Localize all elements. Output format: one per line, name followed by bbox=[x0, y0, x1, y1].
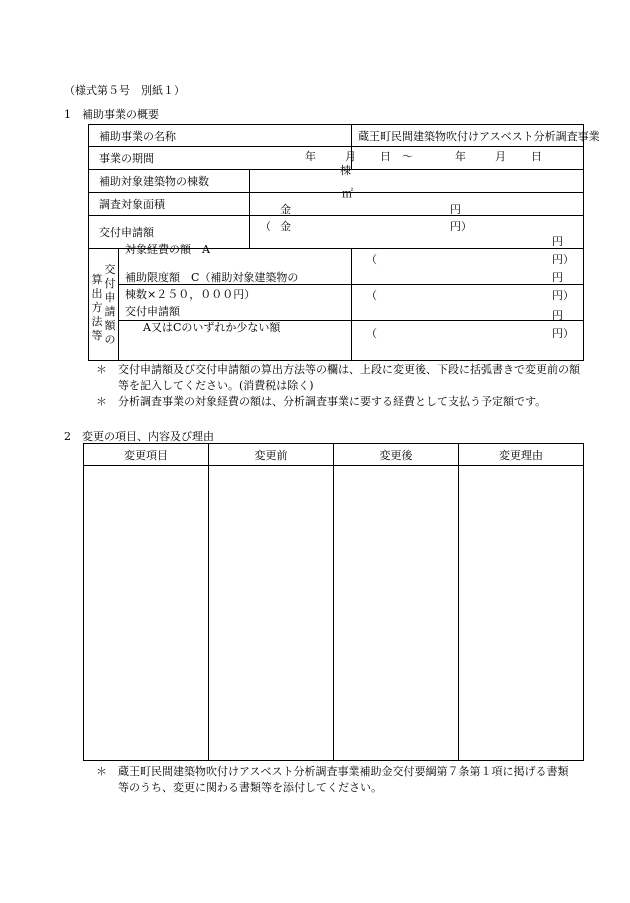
calc-row-3-label: 交付申請額 bbox=[125, 305, 180, 318]
calc-row-3-yen2: 円） bbox=[552, 327, 575, 340]
row-buildings bbox=[89, 170, 584, 193]
calc-row-3-label-cell bbox=[119, 305, 352, 361]
note-3 bbox=[96, 764, 586, 798]
calc-row-2-sublabel: 棟数×２５０，０００円） bbox=[125, 288, 256, 301]
reason-cell bbox=[459, 466, 584, 761]
calc-row-1-yen: 円 bbox=[552, 235, 564, 248]
buildings-unit: 棟 bbox=[340, 164, 351, 177]
calc-row-2-yen: 円 bbox=[552, 271, 564, 284]
calc-vertical-label-col-right: 交 付 申 請 額 の bbox=[104, 262, 116, 346]
change-table-body bbox=[84, 466, 584, 761]
period-day2-text: 日 bbox=[531, 150, 542, 163]
calc-row-3-paren: （ bbox=[366, 327, 378, 340]
note-1-mark: ＊ bbox=[96, 363, 107, 376]
header-reason: 変更理由 bbox=[459, 444, 584, 466]
row-period bbox=[89, 147, 584, 170]
header-before: 変更前 bbox=[209, 444, 334, 466]
period-year2-text: 年 bbox=[455, 150, 466, 163]
calc-row-3-value bbox=[352, 309, 584, 361]
calc-row-1-value bbox=[352, 235, 584, 285]
calc-row-1-paren: （ bbox=[366, 253, 378, 266]
period-day1-text: 日 bbox=[380, 150, 391, 163]
calc-row-3-sublabel: A又はCのいずれか少ない額 bbox=[143, 321, 281, 334]
apply-paren-open: （ bbox=[260, 220, 271, 233]
apply-kin-2: 金 bbox=[280, 220, 291, 233]
after-cell bbox=[334, 466, 459, 761]
calc-row-3-yen: 円 bbox=[552, 309, 564, 322]
calc-row-3 bbox=[89, 321, 584, 361]
change-table bbox=[83, 443, 584, 761]
section2-heading: 2 変更の項目、内容及び理由 bbox=[64, 430, 214, 443]
calc-vertical-label bbox=[89, 263, 118, 347]
buildings-label: 補助対象建築物の棟数 bbox=[89, 170, 250, 193]
calc-row-1-label: 対象経費の額 A bbox=[125, 243, 210, 256]
period-tilde-text: ～ bbox=[402, 150, 413, 163]
apply-kin-1: 金 bbox=[280, 203, 291, 216]
note-3-line1: 蔵王町民間建築物吹付けアスベスト分析調査事業補助金交付要綱第７条第１項に掲げる書類 bbox=[118, 765, 569, 778]
note-2-mark: ＊ bbox=[96, 395, 107, 408]
change-item-cell bbox=[84, 466, 209, 761]
apply-yen-2: 円） bbox=[450, 220, 472, 233]
section1-heading: 1 補助事業の概要 bbox=[64, 108, 159, 121]
area-value bbox=[250, 187, 584, 216]
header-after: 変更後 bbox=[334, 444, 459, 466]
project-overview-table bbox=[88, 124, 600, 361]
change-table-header bbox=[84, 444, 584, 466]
note-1 bbox=[96, 362, 586, 396]
period-label: 事業の期間 bbox=[89, 147, 352, 170]
note-3-mark: ＊ bbox=[96, 765, 107, 778]
form-id: （様式第５号 別紙１） bbox=[64, 84, 185, 97]
calc-row-1-yen2: 円） bbox=[552, 253, 575, 266]
area-unit: ㎡ bbox=[342, 187, 353, 200]
calc-row-2-label: 補助限度額 C（補助対象建築物の bbox=[125, 271, 299, 284]
note-1-line2: 等を記入してください。(消費税は除く) bbox=[118, 379, 314, 392]
area-label: 調査対象面積 bbox=[89, 193, 250, 216]
calc-row-2-yen2: 円） bbox=[552, 289, 575, 302]
period-year1-text: 年 bbox=[305, 150, 316, 163]
note-3-line2: 等のうち、変更に関わる書類等を添付してください。 bbox=[118, 781, 382, 794]
note-2-line1: 分析調査事業の対象経費の額は、分析調査事業に要する経費として支払う予定額です。 bbox=[118, 395, 547, 408]
calc-vertical-label-col-left: 算 出 方 法 等 bbox=[91, 272, 103, 342]
note-2 bbox=[96, 394, 586, 410]
apply-label: 交付申請額 bbox=[89, 216, 250, 249]
apply-value bbox=[250, 203, 584, 249]
calc-row-2-paren: （ bbox=[366, 289, 378, 302]
note-1-line1: 交付申請額及び交付申請額の算出方法等の欄は、上段に変更後、下段に括弧書きで変更前の額 bbox=[118, 363, 580, 376]
buildings-value bbox=[250, 164, 584, 193]
calc-row-2-value bbox=[352, 271, 584, 321]
project-name-label: 補助事業の名称 bbox=[89, 125, 352, 147]
project-name-value: 蔵王町民間建築物吹付けアスベスト分析調査事業 bbox=[352, 125, 584, 147]
header-change-item: 変更項目 bbox=[84, 444, 209, 466]
apply-yen-1: 円 bbox=[450, 203, 461, 216]
row-area bbox=[89, 193, 584, 216]
period-month2-text: 月 bbox=[495, 150, 506, 163]
calc-vertical-label-cell bbox=[89, 249, 119, 361]
period-month1-text: 月 bbox=[345, 150, 356, 163]
before-cell bbox=[209, 466, 334, 761]
row-project-name bbox=[89, 125, 584, 147]
